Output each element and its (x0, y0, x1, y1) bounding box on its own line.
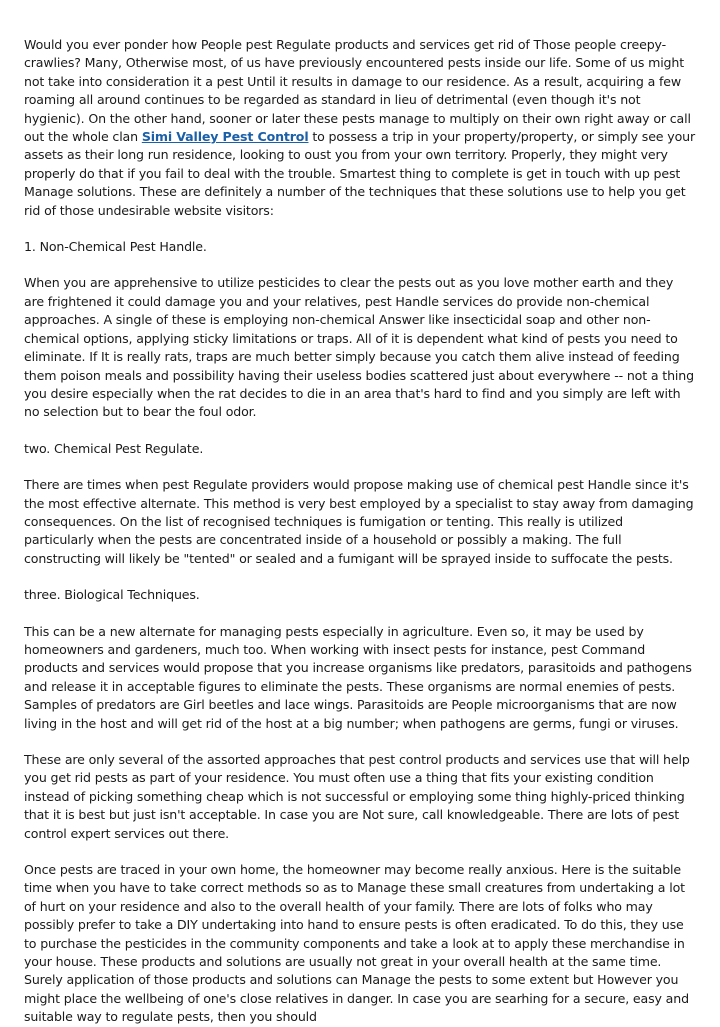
section-heading-chemical: two. Chemical Pest Regulate. (24, 440, 204, 456)
paragraph-summary: These are only several of the assorted approaches that pest control products and services use that will help you get rid pests as part of your residence. You must often use a thing that fits your existing condition instead of picking something cheap which is not successful or employing some thing highly-priced thinking that it is best but just isn't acceptable. In case you are Not sure, call knowledgeable. There are lots of pest control expert services out there. (24, 752, 690, 841)
paragraph-chemical: There are times when pest Regulate providers would propose making use of chemical pest Handle since it's the most effective alternate. This method is very best employed by a specialist to stay away from damaging consequences. On the list of recognised techniques is fumigation or tenting. This really is utilized particularly when the pests are concentrated inside of a household or possibly a making. The full constructing will likely be "tented" or sealed and a fumigant will be sprayed inside to suffocate the pests. (24, 477, 694, 566)
section-heading-biological: three. Biological Techniques. (24, 587, 200, 603)
paragraph-non-chemical: When you are apprehensive to utilize pesticides to clear the pests out as you love mother earth and they are frightened it could damage you and your relatives, pest Handle services do provide non-chemical approaches. A single of these is employing non-chemical Answer like insecticidal soap and other non-chemical options, applying sticky limitations or traps. All of it is dependent what kind of pests you need to eliminate. If It is really rats, traps are much better simply because you catch them alive instead of feeding them poison meals and possibility having their useless bodies scattered just about everywhere -- not a thing you desire especially when the rat decides to die in an area that's hard to find and you simply are left with no selection but to bear the foul odor. (24, 275, 694, 420)
intro-text-before-link: Would you ever ponder how People pest Regulate products and services get rid of Those people creepy-crawlies? Many, Otherwise most, of us have previously encountered pests inside our life. Some of us might not take into consideration it a pest Until it results in damage to our residence. As a result, acquiring a few roaming all around continues to be regarded as standard in lieu of detrimental (even though it's not hygienic). On the other hand, sooner or later these pests manage to multiply on their own right away or call out the whole clan (24, 37, 691, 145)
intro-paragraph (24, 36, 696, 220)
simi-valley-pest-control-link[interactable]: Simi Valley Pest Control (141, 129, 309, 145)
intro-text-after-link: to possess a trip in your property/property, or simply see your assets as their long run residence, looking to oust you from your own territory. Properly, they might very properly do that if you fail to deal with the trouble. Smartest thing to complete is get in touch with up pest Manage solutions. These are definitely a number of the techniques that these solutions use to help you get rid of those undesirable website visitors: (24, 129, 695, 218)
paragraph-closing: Once pests are traced in your own home, the homeowner may become really anxious. Here is the suitable time when you have to take correct methods so as to Manage these small creatures from undertaking a lot of hurt on your residence and also to the overall health of your family. There are lots of folks who may possibly prefer to take a DIY undertaking into hand to ensure pests is often eradicated. To do this, they use to purchase the pesticides in the community components and take a look at to apply these merchandise in your house. These products and solutions are usually not great in your overall health at the same time. Surely application of those products and solutions can Manage the pests to some extent but However you might place the wellbeing of one's close relatives in danger. In case you are searhing for a secure, easy and suitable way to regulate pests, then you should (24, 862, 689, 1025)
paragraph-biological: This can be a new alternate for managing pests especially in agriculture. Even so, it may be used by homeowners and gardeners, much too. When working with insect pests for instance, pest Command products and services would propose that you increase organisms like predators, parasitoids and pathogens and release it in acceptable figures to eliminate the pests. These organisms are normal enemies of pests. Samples of predators are Girl beetles and lace wings. Parasitoids are People microorganisms that are now living in the host and will get rid of the host at a big number; when pathogens are germs, fungi or viruses. (24, 623, 692, 731)
section-heading-non-chemical: 1. Non-Chemical Pest Handle. (24, 239, 207, 255)
